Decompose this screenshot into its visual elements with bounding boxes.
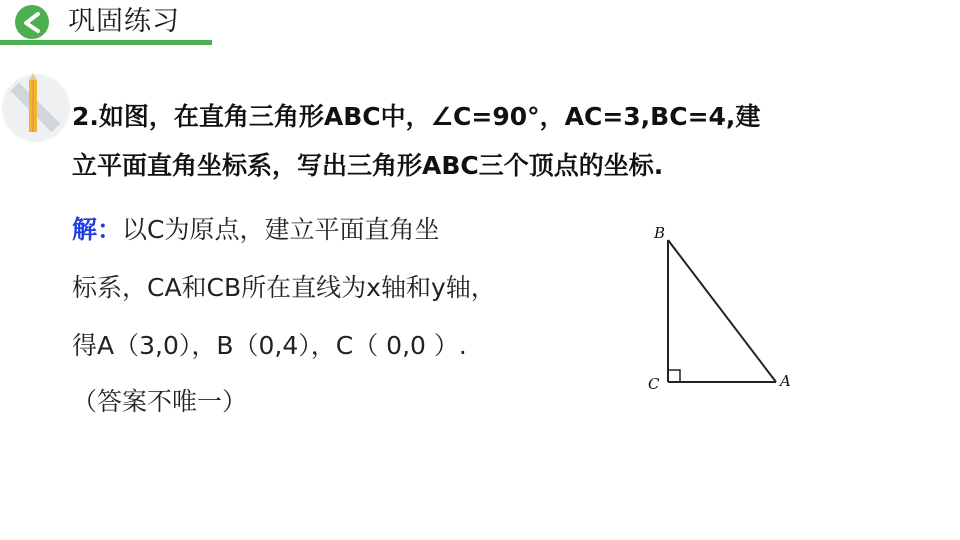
section-header <box>0 0 215 46</box>
vertex-label-b: B <box>654 224 666 242</box>
answer-line-1 <box>72 213 439 247</box>
answer-note: （答案不唯一） <box>72 387 248 416</box>
answer-text-1: 以C为原点，建立平面直角坐 <box>122 215 440 244</box>
answer-line-2: 标系，CA和CB所在直线为x轴和y轴， <box>72 273 496 302</box>
side-ab <box>668 240 776 382</box>
vertex-label-c: C <box>648 375 660 393</box>
pencil-ruler-icon <box>0 72 72 144</box>
vertex-label-a: A <box>780 372 791 390</box>
answer-label: 解： <box>72 215 123 244</box>
section-title: 巩固练习 <box>68 6 180 37</box>
header-divider <box>0 40 212 45</box>
right-angle-mark <box>668 370 680 382</box>
question-line-1: 2.如图，在直角三角形ABC中，∠C=90°，AC=3,BC=4,建 <box>72 102 761 131</box>
right-triangle-figure <box>640 218 800 396</box>
question-line-2: 立平面直角坐标系，写出三角形ABC三个顶点的坐标. <box>72 151 664 180</box>
circle-arrow-icon <box>14 4 50 40</box>
answer-line-3: 得A（3,0），B（0,4），C（ 0,0 ）. <box>72 331 467 360</box>
